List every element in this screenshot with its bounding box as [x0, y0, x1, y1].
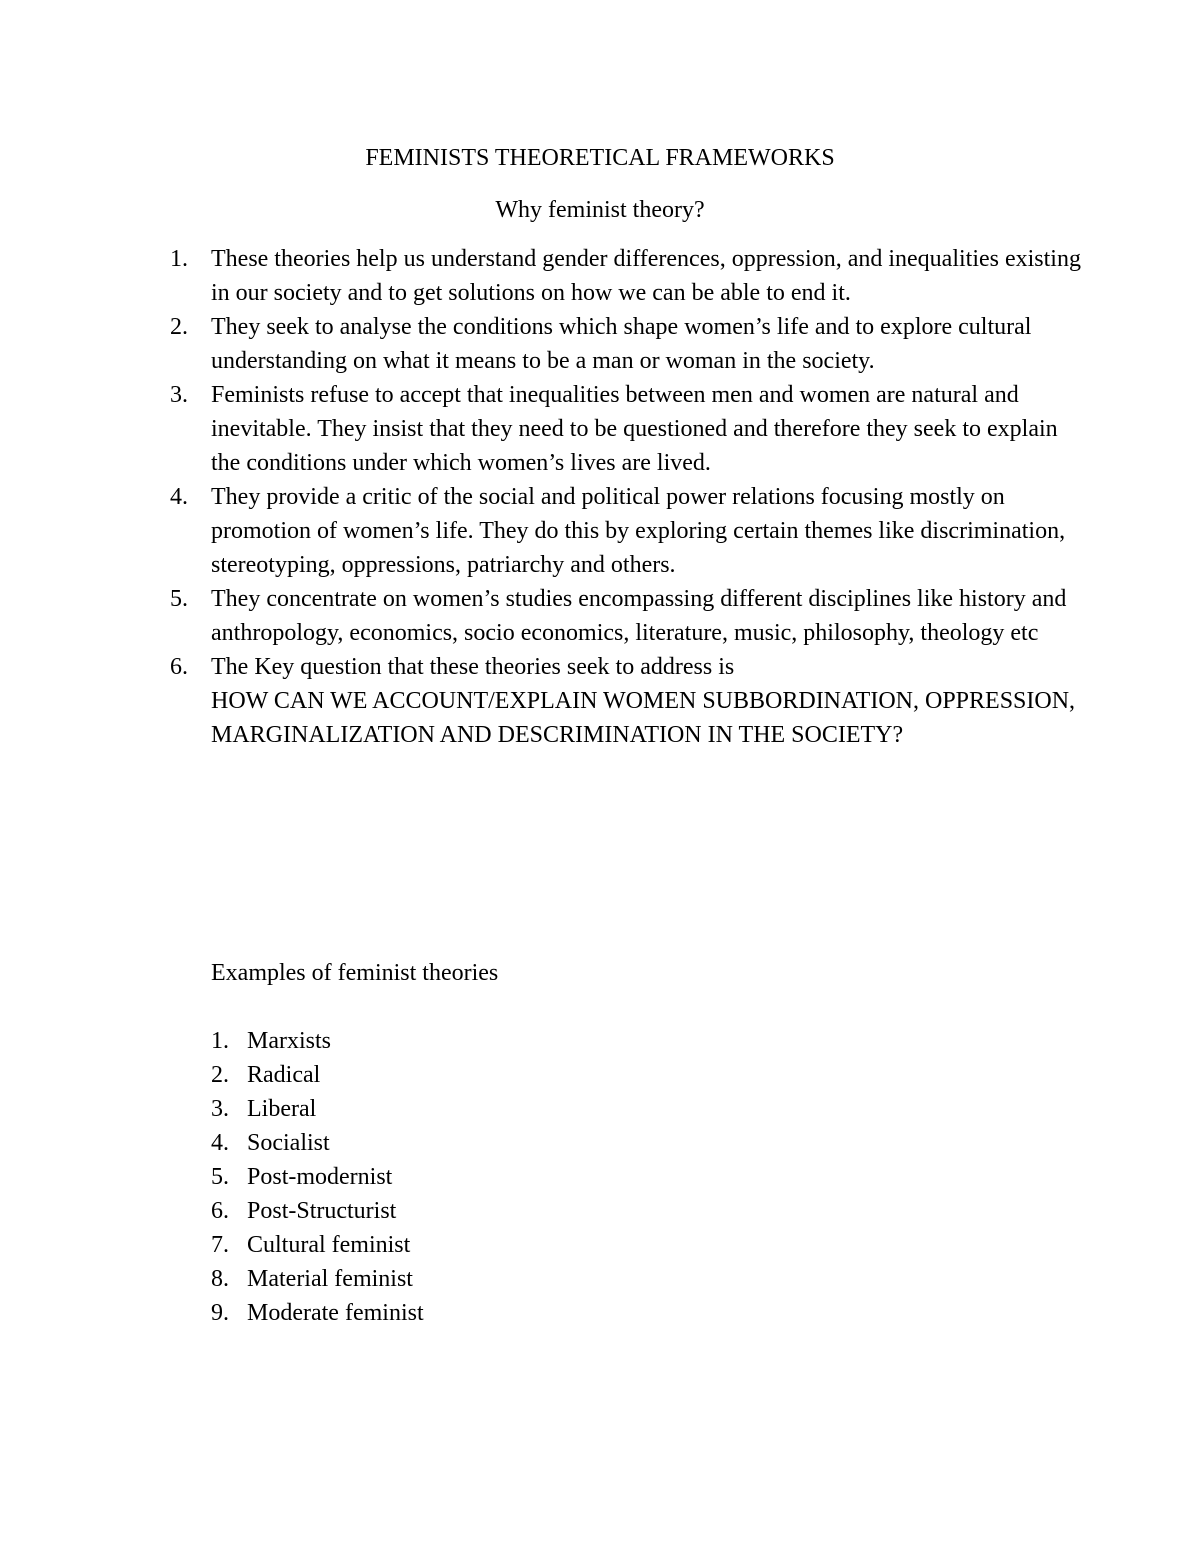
reason-item: [170, 242, 1090, 310]
reason-number: 4.: [170, 484, 188, 510]
example-item: [211, 1262, 424, 1296]
example-text: Marxists: [247, 1028, 331, 1054]
reason-text: The Key question that these theories seek to address is: [211, 654, 735, 680]
document-subtitle: Why feminist theory?: [495, 197, 705, 223]
reason-number: 2.: [170, 314, 188, 340]
example-number: 6.: [211, 1198, 229, 1224]
example-text: Cultural feminist: [247, 1232, 411, 1258]
example-number: 3.: [211, 1096, 229, 1122]
example-item: [211, 1160, 424, 1194]
example-item: [211, 1058, 424, 1092]
reason-text: They provide a critic of the social and political power relations focusing mostly on promotion of women’s life. They do this by exploring certain themes like discrimination, stereotyping, oppressions, patriarchy and others.: [211, 484, 1066, 578]
example-number: 1.: [211, 1028, 229, 1054]
example-item: [211, 1126, 424, 1160]
example-number: 5.: [211, 1164, 229, 1190]
reason-item: [170, 310, 1090, 378]
example-text: Post-Structurist: [247, 1198, 397, 1224]
reasons-list: [170, 242, 1090, 752]
example-item: [211, 1092, 424, 1126]
reason-number: 6.: [170, 654, 188, 680]
reason-item: [170, 650, 1090, 752]
example-number: 4.: [211, 1130, 229, 1156]
examples-heading: Examples of feminist theories: [211, 960, 499, 986]
reason-text: Feminists refuse to accept that inequalities between men and women are natural and inevitable. They insist that they need to be questioned and therefore they seek to explain the conditions under which women’s lives are lived.: [211, 382, 1058, 476]
example-item: [211, 1296, 424, 1330]
reason-text: These theories help us understand gender differences, oppression, and inequalities existing in our society and to get solutions on how we can be able to end it.: [211, 246, 1081, 306]
examples-list: [211, 1024, 424, 1330]
example-text: Moderate feminist: [247, 1300, 424, 1326]
key-question: HOW CAN WE ACCOUNT/EXPLAIN WOMEN SUBBORDINATION, OPPRESSION, MARGINALIZATION AND DESCRIMINATION IN THE SOCIETY?: [211, 688, 1076, 748]
example-number: 8.: [211, 1266, 229, 1292]
reason-item: [170, 582, 1090, 650]
example-item: [211, 1228, 424, 1262]
example-text: Radical: [247, 1062, 321, 1088]
reason-number: 1.: [170, 246, 188, 272]
reason-item: [170, 480, 1090, 582]
reason-text: They seek to analyse the conditions which shape women’s life and to explore cultural understanding on what it means to be a man or woman in the society.: [211, 314, 1032, 374]
reason-text: They concentrate on women’s studies encompassing different disciplines like history and anthropology, economics, socio economics, literature, music, philosophy, theology etc: [211, 586, 1067, 646]
reason-number: 5.: [170, 586, 188, 612]
example-text: Liberal: [247, 1096, 317, 1122]
reason-item: [170, 378, 1090, 480]
example-text: Post-modernist: [247, 1164, 393, 1190]
example-item: [211, 1194, 424, 1228]
example-text: Socialist: [247, 1130, 330, 1156]
example-text: Material feminist: [247, 1266, 413, 1292]
example-number: 9.: [211, 1300, 229, 1326]
document-title: FEMINISTS THEORETICAL FRAMEWORKS: [365, 145, 835, 171]
reason-number: 3.: [170, 382, 188, 408]
example-number: 7.: [211, 1232, 229, 1258]
example-number: 2.: [211, 1062, 229, 1088]
example-item: [211, 1024, 424, 1058]
